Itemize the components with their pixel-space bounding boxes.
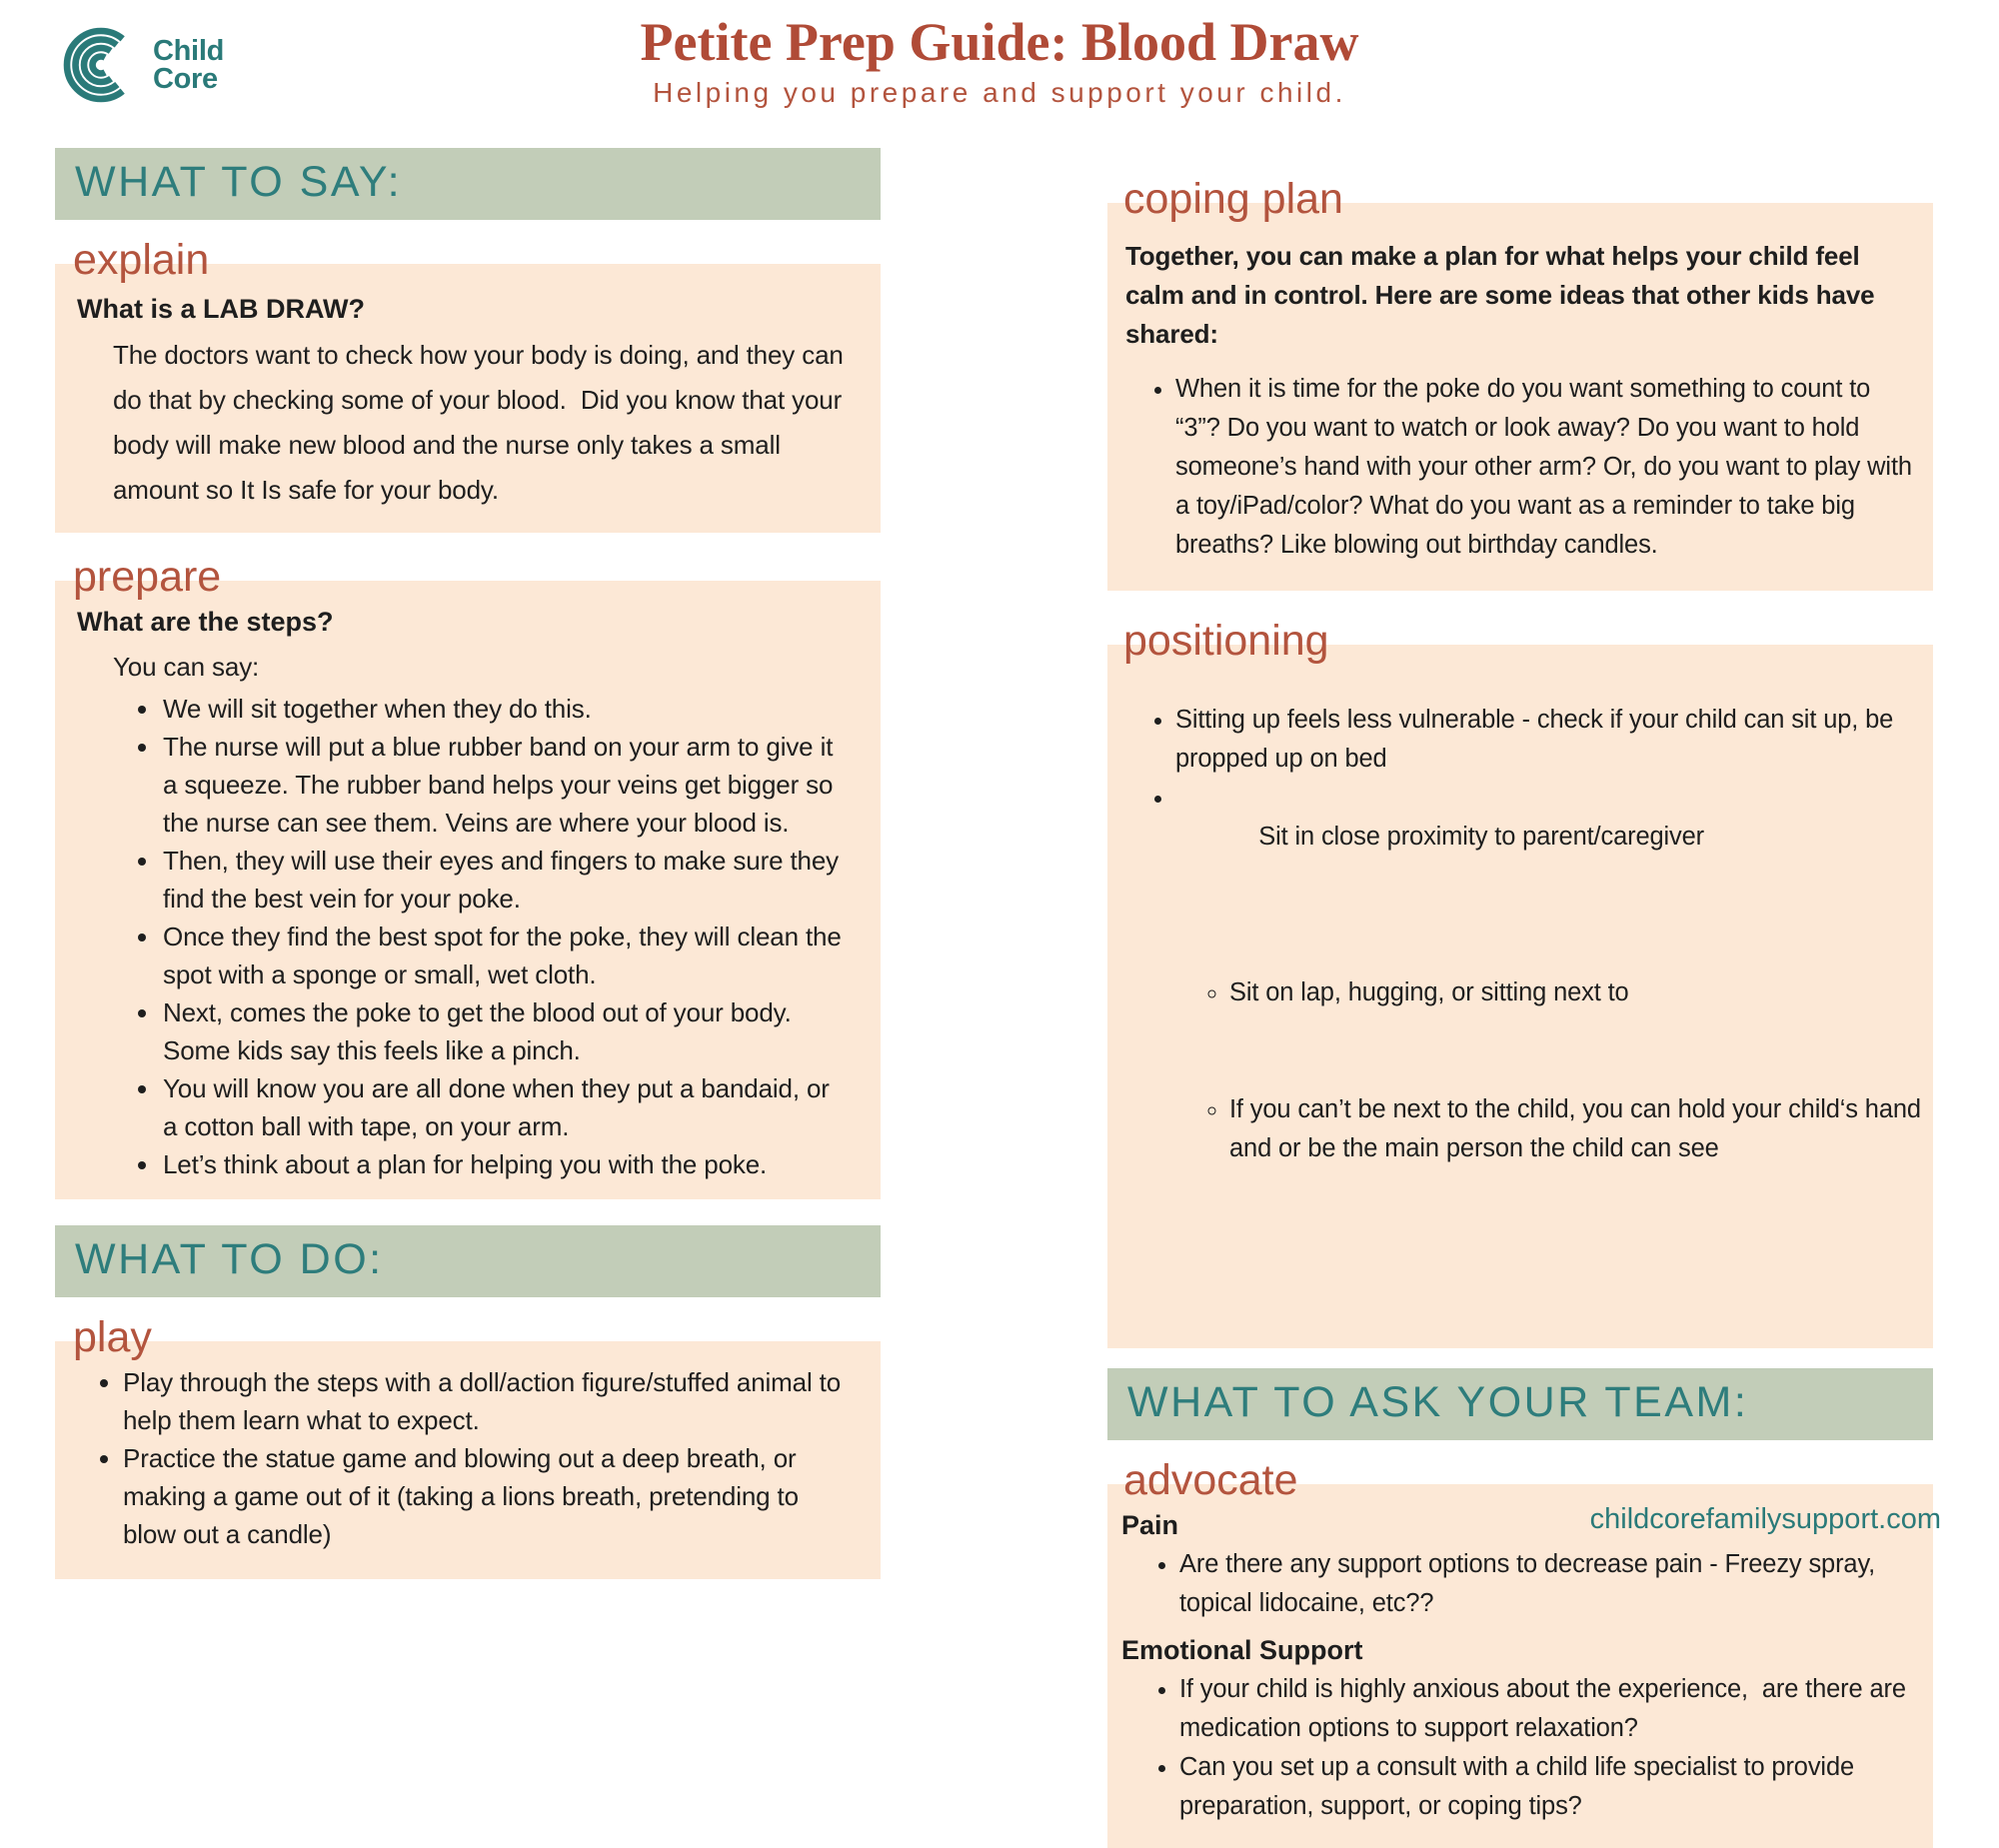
list-item: • You will know you are all done when they put a bandaid, or a cotton ball with tape, on your arm. <box>161 1069 851 1145</box>
coping-list <box>1125 370 1919 565</box>
list-item: • When it is time for the poke do you want something to count to “3”? Do you want to watch or look away? Do you want to hold someone’s hand with your other arm? Or, do you want to play with a toy/iPad/color? What do you want as a reminder to take big breaths? Like blowing out birthday candles. <box>1175 370 1915 565</box>
footer-website-link[interactable]: childcorefamilysupport.com <box>1589 1503 1941 1535</box>
coping-plan-heading: coping plan <box>1123 175 1343 223</box>
header <box>0 12 1999 109</box>
list-item-text: Sit in close proximity to parent/caregiver <box>1258 823 1705 851</box>
coping-plan-box <box>1107 203 1933 591</box>
advocate-heading: advocate <box>1123 1456 1298 1504</box>
explain-question: What is a LAB DRAW? <box>77 294 365 324</box>
play-list <box>75 1363 851 1553</box>
prepare-intro: You can say: <box>113 652 260 682</box>
prepare-heading: prepare <box>73 553 222 601</box>
list-item: • Play through the steps with a doll/action figure/stuffed animal to help them learn what to expect. <box>123 1363 851 1439</box>
list-item: • Then, they will use their eyes and fingers to make sure they find the best vein for your poke. <box>161 842 851 918</box>
list-item: • Are there any support options to decrease pain - Freezy spray, topical lidocaine, etc?? <box>1179 1545 1919 1623</box>
pain-list <box>1121 1545 1919 1623</box>
explain-box <box>55 264 881 533</box>
positioning-heading: positioning <box>1123 617 1329 665</box>
banner-what-to-do: WHAT TO DO: <box>55 1225 881 1297</box>
positioning-box <box>1107 645 1933 1348</box>
advocate-box <box>1107 1484 1933 1848</box>
coping-plan-section <box>1107 173 1933 591</box>
play-heading: play <box>73 1313 152 1361</box>
explain-heading: explain <box>73 236 210 284</box>
play-section <box>55 1311 881 1579</box>
left-column <box>55 148 881 1579</box>
list-item: • We will sit together when they do this. <box>161 690 851 728</box>
list-item: • Practice the statue game and blowing out a deep breath, or making a game out of it (taking a lions breath, pretending to blow out a candle) <box>123 1439 851 1553</box>
list-item: • Can you set up a consult with a child life specialist to provide preparation, support, or coping tips? <box>1179 1748 1919 1826</box>
right-column <box>1107 173 1933 1848</box>
explain-section <box>55 234 881 533</box>
pain-label: Pain <box>1121 1510 1179 1540</box>
prepare-box <box>55 581 881 1199</box>
logo-word-child: Child <box>153 35 224 67</box>
list-item <box>1175 779 1928 1324</box>
page-subtitle: Helping you prepare and support your child. <box>653 77 1346 108</box>
positioning-sublist <box>1175 896 1928 1246</box>
prepare-question: What are the steps? <box>77 607 334 637</box>
sub-list-item: ◦ If you can’t be next to the child, you can hold your child‘s hand and or be the main person the child can see <box>1229 1090 1921 1168</box>
banner-what-to-say: WHAT TO SAY: <box>55 148 881 220</box>
sub-list-item: ◦ Sit on lap, hugging, or sitting next to <box>1229 973 1921 1012</box>
coping-intro: Together, you can make a plan for what helps your child feel calm and in control. Here are some ideas that other kids have shared: <box>1125 241 1882 349</box>
page-title: Petite Prep Guide: Blood Draw <box>640 12 1359 72</box>
list-item: • If your child is highly anxious about the experience, are there are medication options to support relaxation? <box>1179 1670 1919 1748</box>
emotional-support-label: Emotional Support <box>1121 1635 1363 1665</box>
banner-what-to-ask: WHAT TO ASK YOUR TEAM: <box>1107 1368 1933 1440</box>
list-item: • Next, comes the poke to get the blood out of your body. Some kids say this feels like a pinch. <box>161 993 851 1069</box>
list-item: • Sitting up feels less vulnerable - check if your child can sit up, be propped up on bed <box>1175 701 1921 779</box>
emotional-support-list <box>1121 1670 1919 1826</box>
prepare-section <box>55 551 881 1199</box>
list-item: • Once they find the best spot for the poke, they will clean the spot with a sponge or small, wet cloth. <box>161 918 851 993</box>
list-item: • The nurse will put a blue rubber band on your arm to give it a squeeze. The rubber band helps your veins get bigger so the nurse can see them. Veins are where your blood is. <box>161 728 851 842</box>
explain-body: The doctors want to check how your body is doing, and they can do that by checking some of your blood. Did you know that your body will make new blood and the nurse only takes a small amount so It Is safe for your body. <box>113 340 851 505</box>
play-box <box>55 1341 881 1579</box>
positioning-section <box>1107 615 1933 1348</box>
positioning-list <box>1125 701 1928 1324</box>
list-item: • Let’s think about a plan for helping you with the poke. <box>161 1145 851 1183</box>
logo-word-core: Core <box>153 63 218 95</box>
prepare-list <box>77 690 851 1183</box>
